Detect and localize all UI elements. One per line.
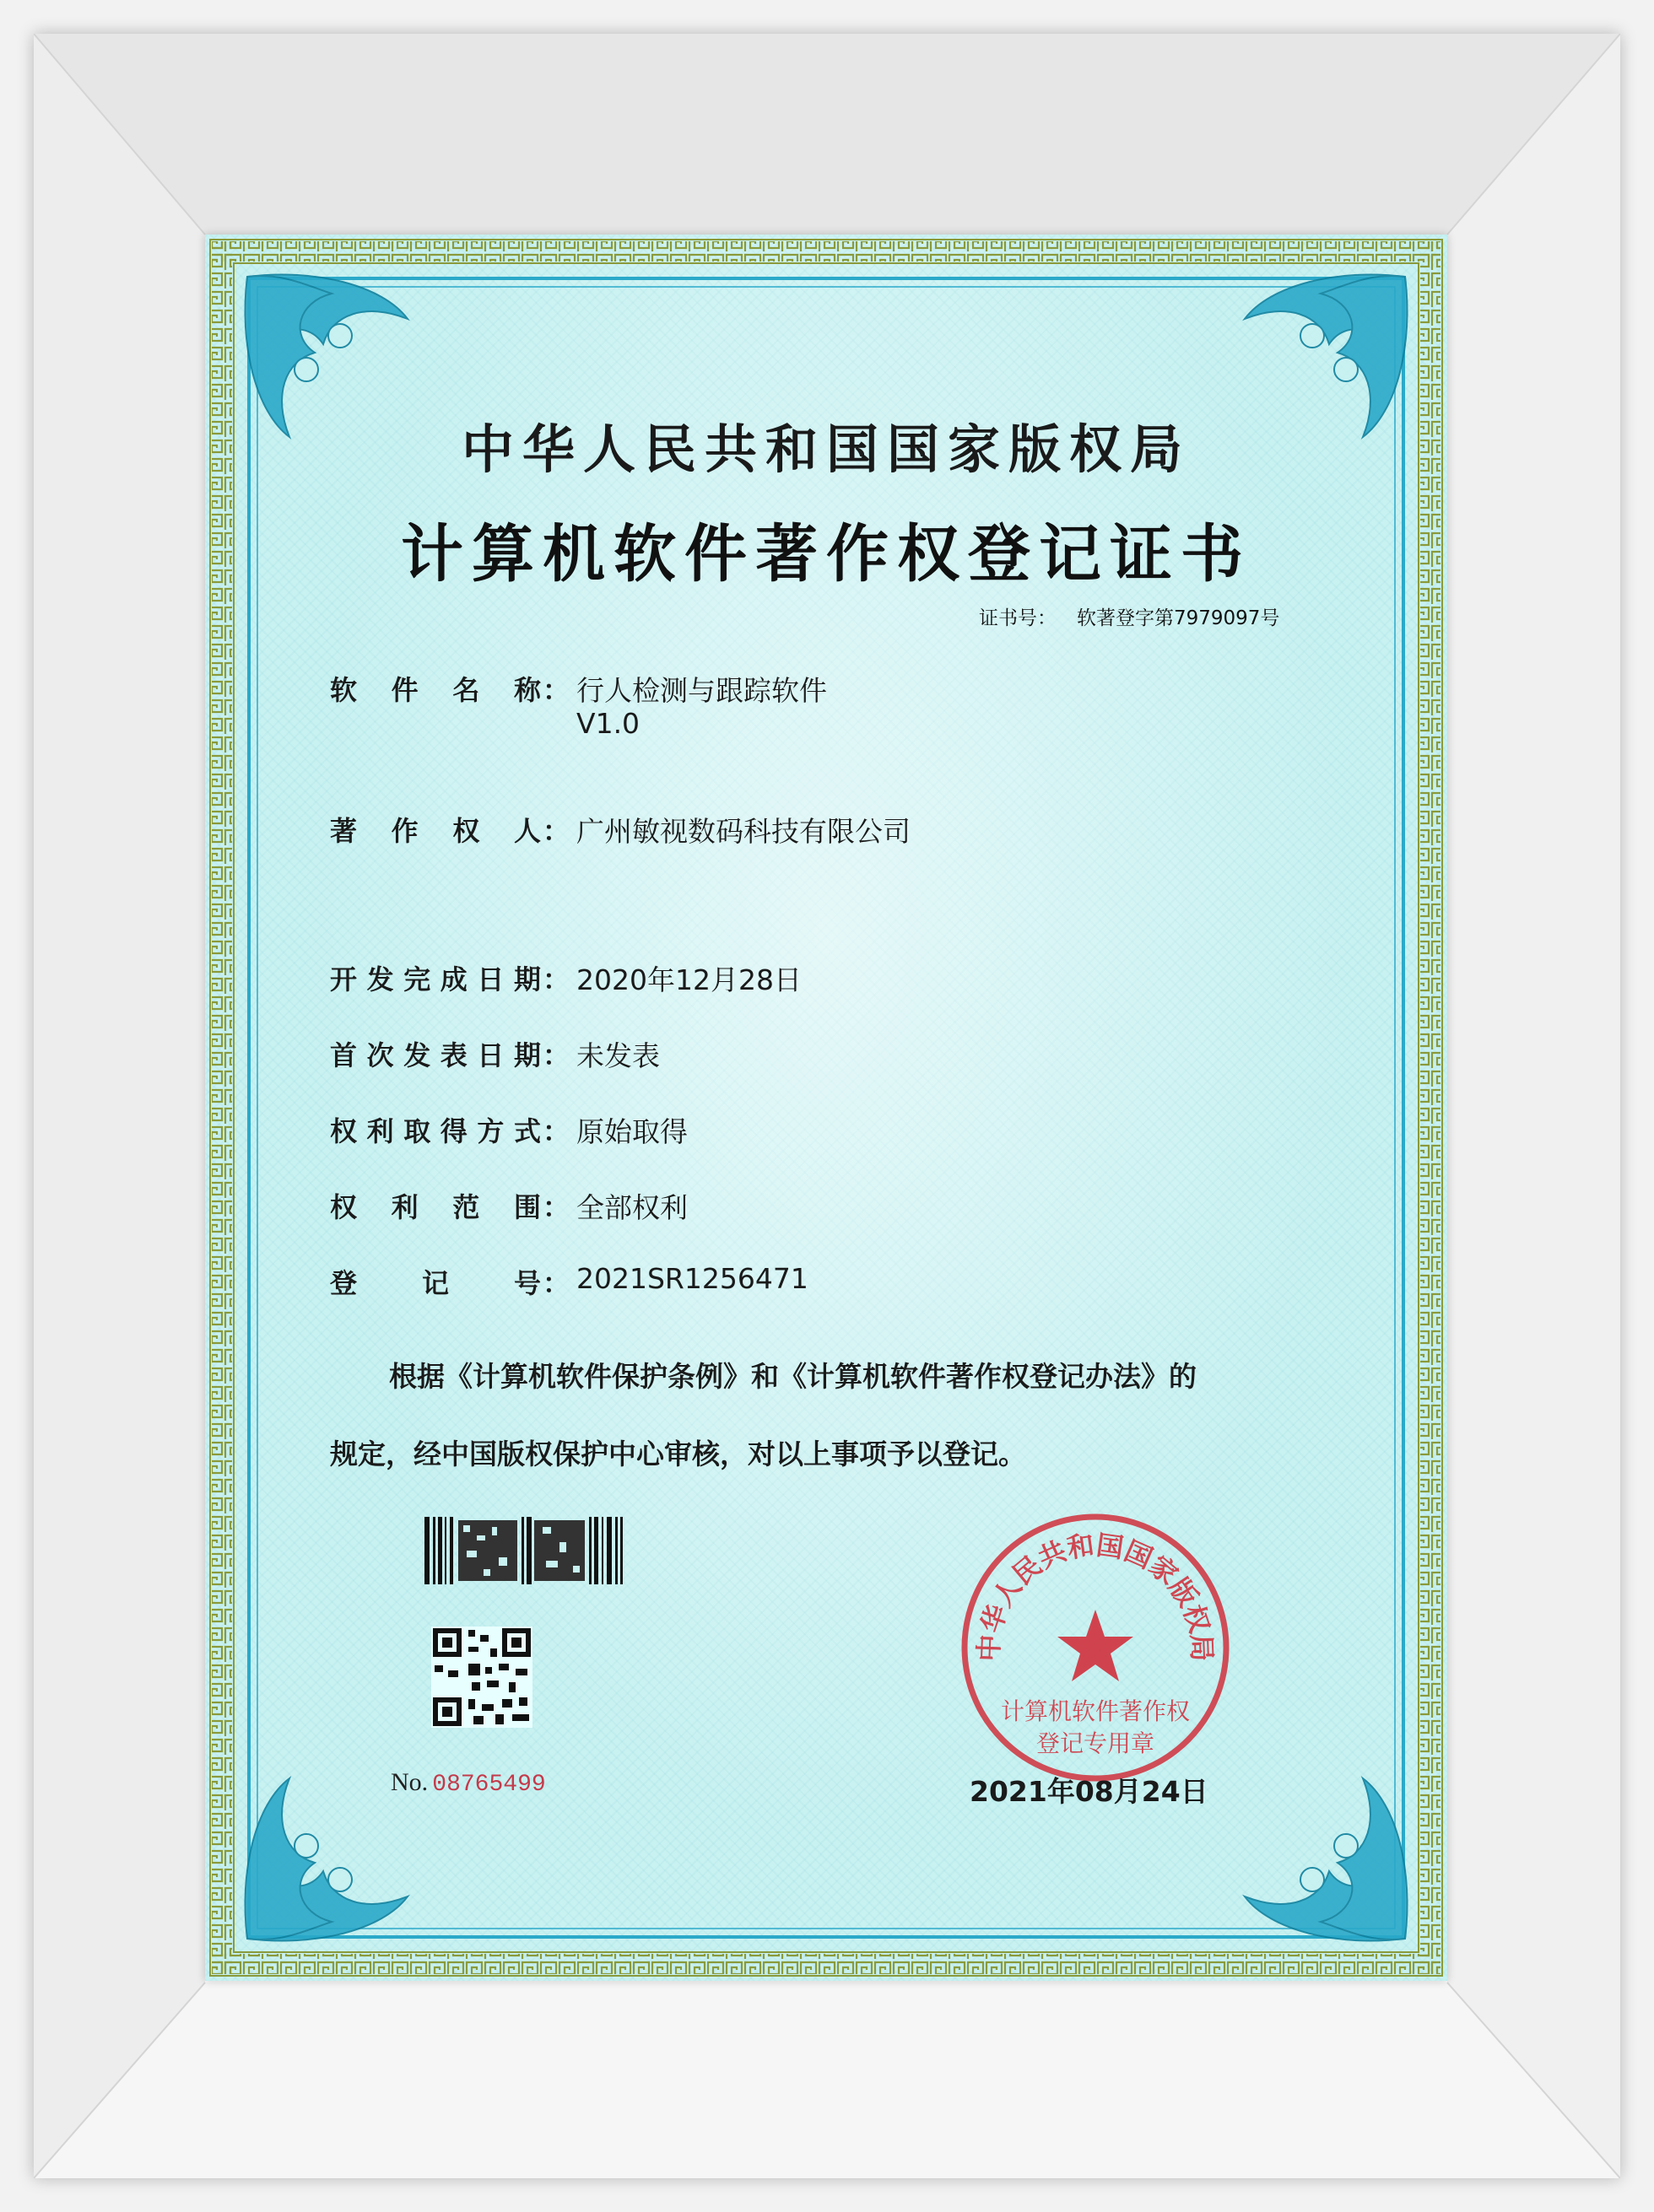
barcode-image bbox=[424, 1517, 623, 1584]
field-label: 软件名称 bbox=[330, 674, 541, 706]
field-colon: ： bbox=[543, 815, 570, 847]
field-colon: ： bbox=[543, 1039, 570, 1071]
field-colon: ： bbox=[543, 674, 570, 706]
field-value: 2021SR1256471 bbox=[576, 1262, 808, 1295]
field-label: 登记号 bbox=[330, 1267, 541, 1299]
field-colon: ： bbox=[543, 963, 570, 995]
field-colon: ： bbox=[543, 1191, 570, 1223]
statement-line-1: 根据《计算机软件保护条例》和《计算机软件著作权登记办法》的 bbox=[389, 1360, 1197, 1393]
seal-text-line-1: 计算机软件著作权 bbox=[1000, 1697, 1191, 1725]
seal-ring-text: 中华人民共和国国家版权局 bbox=[972, 1529, 1219, 1662]
qr-code-image bbox=[431, 1627, 532, 1728]
field-value: 广州敏视数码科技有限公司 bbox=[576, 815, 911, 848]
field-label: 首次发表日期 bbox=[330, 1039, 541, 1071]
field-value: 2020年12月28日 bbox=[576, 963, 802, 996]
serial-number bbox=[391, 1768, 546, 1798]
certificate-border bbox=[205, 235, 1447, 1981]
certificate-title: 计算机软件著作权登记证书 bbox=[401, 518, 1251, 591]
official-seal bbox=[956, 1508, 1235, 1787]
certificate-number-value: 软著登字第7979097号 bbox=[1077, 607, 1280, 629]
field-colon: ： bbox=[543, 1267, 570, 1299]
serial-number-label: No. bbox=[391, 1768, 429, 1796]
field-value: 未发表 bbox=[576, 1039, 660, 1072]
agency-name: 中华人民共和国国家版权局 bbox=[461, 418, 1191, 480]
statement-line-2: 规定，经中国版权保护中心审核，对以上事项予以登记。 bbox=[330, 1438, 1026, 1470]
field-label: 开发完成日期 bbox=[330, 963, 541, 995]
field-label: 权利取得方式 bbox=[330, 1115, 541, 1147]
seal-text-line-2: 登记专用章 bbox=[1035, 1729, 1155, 1757]
field-label: 著作权人 bbox=[330, 815, 541, 847]
serial-number-value: 08765499 bbox=[432, 1772, 546, 1798]
field-value: 原始取得 bbox=[576, 1115, 688, 1148]
field-value-version: V1.0 bbox=[576, 707, 641, 740]
certificate-number bbox=[979, 602, 1300, 630]
field-value: 行人检测与跟踪软件 bbox=[576, 674, 827, 707]
field-colon: ： bbox=[543, 1115, 570, 1147]
field-label: 权利范围 bbox=[330, 1191, 541, 1223]
certificate-paper bbox=[205, 235, 1447, 1981]
certificate-number-label: 证书号： bbox=[979, 607, 1057, 629]
field-value: 全部权利 bbox=[576, 1191, 688, 1224]
issue-date: 2021年08月24日 bbox=[970, 1775, 1208, 1808]
